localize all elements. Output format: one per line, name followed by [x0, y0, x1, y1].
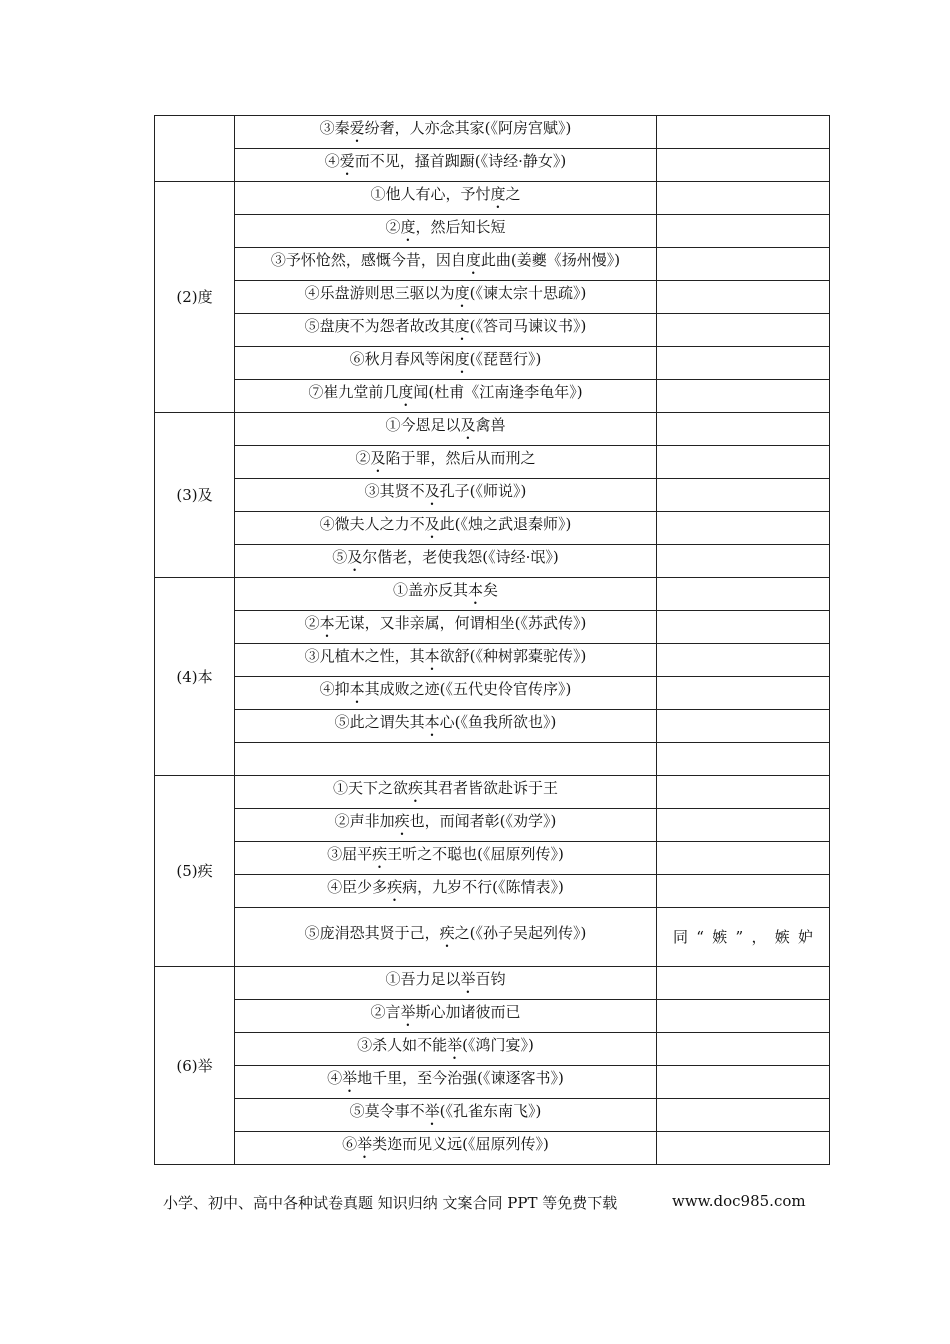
sentence-fragment: 闻(杜甫《江南逢李龟年》) [413, 383, 583, 401]
example-sentence [235, 875, 657, 908]
table-row [155, 545, 830, 578]
footer-url: www.doc985.com [672, 1192, 806, 1210]
answer-cell[interactable] [657, 1132, 830, 1165]
table-row [155, 479, 830, 512]
headword-cell [155, 116, 235, 182]
answer-cell[interactable] [657, 1000, 830, 1033]
sentence-fragment: 百钧 [475, 970, 506, 988]
sentence-fragment: ⑤此之谓失其 [334, 713, 425, 731]
sentence-fragment: ③予怀怆然，感慨今昔，因自 [270, 251, 466, 269]
sentence-fragment: 也，而闻者彰(《劝学》) [409, 812, 557, 830]
table-row [155, 908, 830, 967]
example-sentence [235, 908, 657, 967]
example-sentence [235, 710, 657, 743]
sentence-fragment: 此(《烛之武退秦师》) [439, 515, 572, 533]
sentence-fragment: (《答司马谏议书》) [469, 317, 587, 335]
example-sentence [235, 545, 657, 578]
vocabulary-table-body [155, 116, 830, 1165]
sentence-fragment: ⑤庞涓恐其贤于己， [304, 924, 440, 942]
sentence-fragment: 地千里，至今治强(《谏逐客书》) [357, 1069, 564, 1087]
table-row [155, 776, 830, 809]
example-sentence [235, 413, 657, 446]
sentence-fragment: ④ [324, 152, 340, 170]
headword-cell: (3)及 [155, 413, 235, 578]
answer-cell[interactable] [657, 512, 830, 545]
highlighted-character: 本 [467, 581, 483, 599]
table-row [155, 182, 830, 215]
example-sentence [235, 446, 657, 479]
answer-cell[interactable] [657, 380, 830, 413]
sentence-fragment: 矣 [483, 581, 499, 599]
highlighted-character: 度 [454, 284, 470, 302]
sentence-fragment: 陷于罪，然后从而刑之 [385, 449, 536, 467]
example-sentence [235, 149, 657, 182]
highlighted-character: 举 [424, 1102, 440, 1120]
highlighted-character: 爱 [339, 152, 355, 170]
example-sentence [235, 776, 657, 809]
sentence-fragment: ④抑 [319, 680, 350, 698]
answer-cell[interactable] [657, 116, 830, 149]
example-sentence [235, 281, 657, 314]
sentence-fragment: ①天下之欲 [332, 779, 408, 797]
sentence-fragment: ② [304, 614, 320, 632]
sentence-fragment: 欲舒(《种树郭橐驼传》) [439, 647, 587, 665]
example-sentence [235, 1132, 657, 1165]
sentence-fragment: ④乐盘游则思三驱以为 [304, 284, 455, 302]
example-sentence [235, 1066, 657, 1099]
answer-cell[interactable] [657, 875, 830, 908]
sentence-fragment: ④微夫人之力不 [319, 515, 425, 533]
highlighted-character: 度 [465, 251, 481, 269]
sentence-fragment: 禽兽 [475, 416, 506, 434]
table-row [155, 215, 830, 248]
highlighted-character: 度 [398, 383, 414, 401]
table-row [155, 710, 830, 743]
sentence-fragment: 纷奢，人亦念其家(《阿房宫赋》) [364, 119, 572, 137]
highlighted-character: 举 [400, 1003, 416, 1021]
example-sentence [235, 1099, 657, 1132]
highlighted-character: 举 [342, 1069, 358, 1087]
headword-cell: (5)疾 [155, 776, 235, 967]
sentence-fragment: (《鸿门宴》) [462, 1036, 534, 1054]
headword-cell: (2)度 [155, 182, 235, 413]
sentence-fragment: ①他人有心，予忖 [370, 185, 491, 203]
highlighted-character: 及 [460, 416, 476, 434]
example-sentence [235, 347, 657, 380]
sentence-fragment: ，然后知长短 [415, 218, 506, 236]
highlighted-character: 度 [454, 350, 470, 368]
sentence-fragment: ③凡植木之性，其 [304, 647, 425, 665]
sentence-fragment: 王听之不聪也(《屈原列传》) [387, 845, 564, 863]
example-sentence [235, 380, 657, 413]
highlighted-character: 本 [349, 680, 365, 698]
table-row [155, 248, 830, 281]
sentence-fragment: ①吾力足以 [385, 970, 461, 988]
sentence-fragment: 其成败之迹(《五代史伶官传序》) [364, 680, 572, 698]
sentence-fragment: 无谋，又非亲属，何谓相坐(《苏武传》) [334, 614, 587, 632]
highlighted-character: 爱 [349, 119, 365, 137]
table-row [155, 611, 830, 644]
answer-cell[interactable] [657, 1033, 830, 1066]
table-row [155, 1033, 830, 1066]
answer-cell[interactable] [657, 1066, 830, 1099]
sentence-fragment: ⑥ [342, 1135, 358, 1153]
answer-cell[interactable] [657, 479, 830, 512]
example-sentence [235, 182, 657, 215]
table-row [155, 380, 830, 413]
sentence-fragment: 类迩而见义远(《屈原列传》) [372, 1135, 549, 1153]
highlighted-character: 及 [424, 482, 440, 500]
sentence-fragment: ②声非加 [334, 812, 395, 830]
highlighted-character: 举 [357, 1135, 373, 1153]
highlighted-character: 疾 [394, 812, 410, 830]
table-row [155, 967, 830, 1000]
page-footer [163, 1192, 806, 1213]
answer-cell[interactable] [657, 215, 830, 248]
table-row [155, 875, 830, 908]
example-sentence [235, 967, 657, 1000]
answer-cell[interactable] [657, 182, 830, 215]
table-row [155, 314, 830, 347]
answer-cell[interactable] [657, 413, 830, 446]
highlighted-character: 及 [347, 548, 363, 566]
sentence-fragment: ④ [327, 1069, 343, 1087]
sentence-fragment: ⑤盘庚不为怨者故改其 [304, 317, 455, 335]
sentence-fragment: ⑦崔九堂前几 [308, 383, 399, 401]
table-row [155, 149, 830, 182]
example-sentence [235, 611, 657, 644]
sentence-fragment: (《琵琶行》) [469, 350, 542, 368]
answer-cell[interactable] [657, 967, 830, 1000]
table-row [155, 512, 830, 545]
example-sentence [235, 116, 657, 149]
answer-cell[interactable] [657, 611, 830, 644]
highlighted-character: 举 [460, 970, 476, 988]
table-row [155, 1066, 830, 1099]
table-row [155, 347, 830, 380]
sentence-fragment: 孔子(《师说》) [439, 482, 527, 500]
answer-cell[interactable] [657, 743, 830, 776]
sentence-fragment: 之 [505, 185, 521, 203]
headword-cell: (6)举 [155, 967, 235, 1165]
answer-cell[interactable] [657, 545, 830, 578]
example-sentence [235, 743, 657, 776]
highlighted-character: 及 [424, 515, 440, 533]
example-sentence [235, 644, 657, 677]
example-sentence [235, 1033, 657, 1066]
sentence-fragment: ①盖亦反其 [392, 581, 468, 599]
example-sentence [235, 809, 657, 842]
highlighted-character: 疾 [439, 924, 455, 942]
highlighted-character: 本 [319, 614, 335, 632]
example-sentence [235, 479, 657, 512]
highlighted-character: 疾 [387, 878, 403, 896]
sentence-fragment: (《孔雀东南飞》) [439, 1102, 542, 1120]
example-sentence [235, 314, 657, 347]
highlighted-character: 本 [424, 647, 440, 665]
highlighted-character: 本 [424, 713, 440, 731]
highlighted-character: 疾 [372, 845, 388, 863]
answer-cell[interactable] [657, 776, 830, 809]
sentence-fragment: ③杀人如不能 [357, 1036, 448, 1054]
table-row [155, 1099, 830, 1132]
table-row [155, 578, 830, 611]
sentence-fragment: 其君者皆欲赴诉于王 [423, 779, 559, 797]
highlighted-character: 度 [454, 317, 470, 335]
sentence-fragment: ③其贤不 [364, 482, 425, 500]
table-row [155, 1132, 830, 1165]
table-row [155, 842, 830, 875]
answer-cell[interactable] [657, 248, 830, 281]
table-row [155, 446, 830, 479]
answer-cell[interactable] [657, 578, 830, 611]
sentence-fragment: ③秦 [319, 119, 350, 137]
sentence-fragment: (《谏太宗十思疏》) [469, 284, 587, 302]
answer-cell[interactable] [657, 842, 830, 875]
sentence-fragment: ④臣少多 [327, 878, 388, 896]
table-row [155, 116, 830, 149]
highlighted-character: 度 [400, 218, 416, 236]
sentence-fragment: ② [385, 218, 401, 236]
headword-cell: (4)本 [155, 578, 235, 776]
table-row [155, 809, 830, 842]
example-sentence [235, 1000, 657, 1033]
sentence-fragment: 病，九岁不行(《陈情表》) [402, 878, 564, 896]
sentence-fragment: ③屈平 [327, 845, 373, 863]
table-row [155, 743, 830, 776]
answer-cell[interactable] [657, 347, 830, 380]
answer-cell[interactable]: 同“嫉”，嫉妒 [657, 908, 830, 967]
table-row [155, 644, 830, 677]
answer-cell[interactable] [657, 281, 830, 314]
answer-cell[interactable] [657, 1099, 830, 1132]
table-row [155, 1000, 830, 1033]
answer-cell[interactable] [657, 149, 830, 182]
footer-text: 小学、初中、高中各种试卷真题 知识归纳 文案合同 PPT 等免费下载 [163, 1194, 618, 1212]
answer-cell[interactable] [657, 446, 830, 479]
answer-cell[interactable] [657, 644, 830, 677]
sentence-fragment: 而不见，搔首踟蹰(《诗经·静女》) [354, 152, 567, 170]
sentence-fragment: 心(《鱼我所欲也》) [439, 713, 557, 731]
highlighted-character: 疾 [407, 779, 423, 797]
sentence-fragment: ② [355, 449, 371, 467]
highlighted-character: 度 [490, 185, 506, 203]
sentence-fragment: ⑤ [332, 548, 348, 566]
sentence-fragment: ②言 [370, 1003, 401, 1021]
example-sentence [235, 677, 657, 710]
sentence-fragment: 之(《孙子吴起列传》) [454, 924, 587, 942]
sentence-fragment: 斯心加诸彼而已 [415, 1003, 521, 1021]
highlighted-character: 举 [447, 1036, 463, 1054]
sentence-fragment: ⑥秋月春风等闲 [349, 350, 455, 368]
highlighted-character: 及 [370, 449, 386, 467]
example-sentence [235, 248, 657, 281]
answer-cell[interactable] [657, 677, 830, 710]
answer-cell[interactable] [657, 314, 830, 347]
answer-cell[interactable] [657, 809, 830, 842]
table-row [155, 677, 830, 710]
sentence-fragment: ①今恩足以 [385, 416, 461, 434]
example-sentence [235, 578, 657, 611]
table-row [155, 413, 830, 446]
example-sentence [235, 215, 657, 248]
table-row [155, 281, 830, 314]
vocabulary-table [154, 115, 830, 1165]
sentence-fragment: 此曲(姜夔《扬州慢》) [480, 251, 621, 269]
example-sentence [235, 512, 657, 545]
sentence-fragment: ⑤莫令事不 [349, 1102, 425, 1120]
example-sentence [235, 842, 657, 875]
answer-cell[interactable] [657, 710, 830, 743]
sentence-fragment: 尔偕老，老使我怨(《诗经·氓》) [362, 548, 559, 566]
